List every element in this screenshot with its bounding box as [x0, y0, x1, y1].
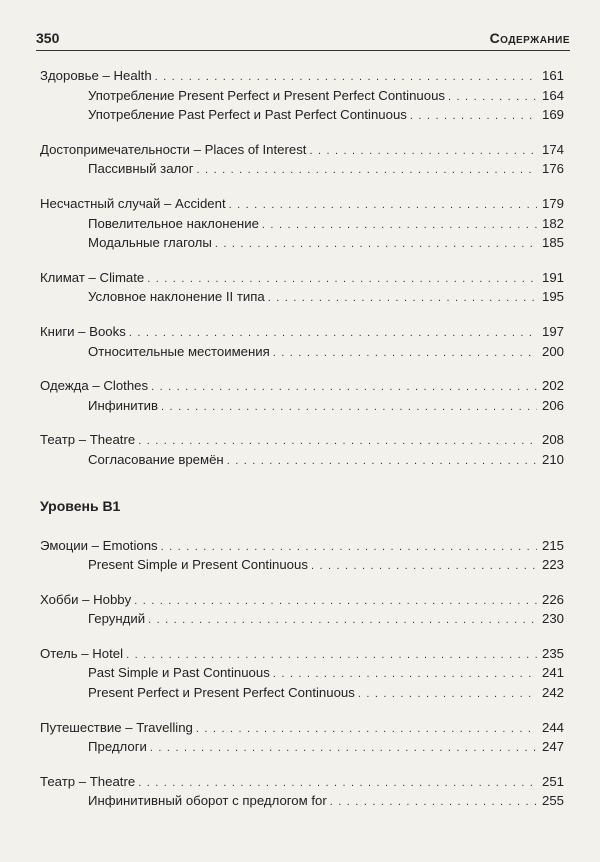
toc-page-number: 197 [541, 323, 564, 339]
dot-leader [227, 452, 537, 472]
toc-entry-title: Герундий [88, 611, 146, 627]
toc-group [40, 536, 564, 575]
toc-entry[interactable] [40, 268, 564, 288]
toc-page-number: 200 [541, 343, 564, 359]
toc-entry[interactable] [40, 590, 564, 610]
toc-entry[interactable] [40, 66, 564, 86]
toc-entry[interactable] [40, 644, 564, 664]
toc-page-number: 195 [541, 289, 564, 305]
toc-subentry[interactable] [40, 683, 564, 703]
dot-leader [134, 592, 537, 612]
toc-entry-title: Здоровье – Health [40, 68, 152, 83]
toc-page-number: 174 [541, 141, 564, 157]
toc-entry[interactable] [40, 430, 564, 450]
toc-subentry[interactable] [40, 86, 564, 106]
toc-group [40, 644, 564, 703]
toc-entry-title: Театр – Theatre [40, 432, 136, 448]
dot-leader [197, 161, 537, 181]
toc-group [40, 430, 564, 469]
toc-entry-title: Несчастный случай – Accident [40, 195, 226, 211]
toc-entry-title: Инфинитив [88, 397, 159, 413]
section-heading-b1: Уровень B1 [40, 497, 121, 514]
toc-page-number: 182 [541, 215, 564, 231]
toc-page-number: 164 [541, 87, 564, 103]
toc-page-number: 210 [541, 451, 564, 467]
toc-subentry[interactable] [40, 342, 564, 362]
toc-page-number: 244 [541, 719, 564, 735]
toc-subentry[interactable] [40, 663, 564, 683]
toc-entry[interactable] [40, 536, 564, 556]
toc-page-number: 179 [541, 195, 564, 211]
toc-subentry[interactable] [40, 555, 564, 575]
toc-groups-b [40, 536, 564, 812]
toc-group [40, 268, 564, 307]
dot-leader [262, 216, 537, 236]
dot-leader [358, 685, 537, 705]
toc-entry-title: Модальные глаголы [88, 235, 212, 251]
toc-group [40, 590, 564, 629]
toc-group [40, 140, 564, 179]
toc-page-number: 247 [541, 739, 564, 755]
toc-subentry[interactable] [40, 450, 564, 470]
table-of-contents [40, 66, 564, 826]
toc-entry[interactable] [40, 772, 564, 792]
dot-leader [148, 611, 537, 631]
toc-entry-title: Употребление Present Perfect и Present Perfect Continuous [88, 87, 446, 103]
running-title: Содержание [489, 30, 570, 46]
toc-subentry[interactable] [40, 105, 564, 125]
toc-group [40, 66, 564, 125]
toc-subentry[interactable] [40, 214, 564, 234]
toc-page-number: 242 [541, 685, 564, 701]
toc-entry-title: Предлоги [88, 739, 147, 755]
dot-leader [309, 142, 537, 162]
toc-entry-title: Отель – Hotel [40, 645, 124, 661]
toc-page-number: 226 [541, 591, 564, 607]
dot-leader [268, 289, 537, 309]
dot-leader [229, 196, 537, 216]
toc-entry-title: Театр – Theatre [40, 773, 136, 789]
dot-leader [311, 557, 537, 577]
toc-page-number: 185 [541, 235, 564, 251]
toc-entry-title: Книги – Books [40, 323, 126, 339]
toc-page-number: 230 [541, 611, 564, 627]
dot-leader [150, 739, 537, 759]
toc-entry-title: Хобби – Hobby [40, 591, 132, 607]
toc-entry-title: Согласование времён [88, 451, 224, 467]
page-header [36, 30, 570, 46]
dot-leader [448, 88, 537, 108]
toc-entry-title: Путешествие – Travelling [40, 719, 193, 735]
toc-entry-title: Present Simple и Present Continuous [88, 557, 308, 573]
toc-page-number: 202 [541, 378, 564, 394]
toc-subentry[interactable] [40, 396, 564, 416]
toc-page-number: 169 [541, 107, 564, 123]
toc-entry-title: Достопримечательности – Places of Interest [40, 141, 307, 157]
toc-entry[interactable] [40, 322, 564, 342]
toc-page-number: 241 [541, 665, 564, 681]
toc-group [40, 194, 564, 253]
toc-entry-title: Инфинитивный оборот с предлогом for [88, 793, 327, 809]
toc-page-number: 208 [541, 432, 564, 448]
toc-entry-title: Относительные местоимения [88, 343, 270, 359]
toc-entry[interactable] [40, 140, 564, 160]
dot-leader [161, 398, 537, 418]
toc-subentry[interactable] [40, 233, 564, 253]
toc-group [40, 376, 564, 415]
toc-page-number: 176 [541, 161, 564, 177]
toc-subentry[interactable] [40, 287, 564, 307]
page-number: 350 [36, 30, 60, 46]
toc-page-number: 255 [541, 793, 564, 809]
toc-entry[interactable] [40, 718, 564, 738]
toc-entry-title: Эмоции – Emotions [40, 537, 158, 553]
toc-page-number: 223 [541, 557, 564, 573]
toc-page-number: 161 [541, 68, 564, 83]
toc-group [40, 772, 564, 811]
toc-page-number: 215 [541, 537, 564, 553]
toc-entry-title: Past Simple и Past Continuous [88, 665, 270, 681]
toc-group [40, 322, 564, 361]
toc-group [40, 718, 564, 757]
toc-subentry[interactable] [40, 737, 564, 757]
toc-page-number: 206 [541, 397, 564, 413]
toc-page-number: 191 [541, 269, 564, 285]
dot-leader [273, 344, 537, 364]
dot-leader [330, 793, 537, 813]
toc-entry-title: Present Perfect и Present Perfect Continuous [88, 685, 355, 701]
toc-subentry[interactable] [40, 159, 564, 179]
toc-page-number: 235 [541, 645, 564, 661]
toc-subentry[interactable] [40, 609, 564, 629]
dot-leader [151, 378, 537, 398]
toc-entry[interactable] [40, 194, 564, 214]
toc-subentry[interactable] [40, 791, 564, 811]
dot-leader [215, 235, 537, 255]
dot-leader [196, 720, 537, 740]
toc-entry-title: Климат – Climate [40, 269, 145, 285]
header-rule [36, 50, 570, 51]
toc-entry-title: Повелительное наклонение [88, 215, 259, 231]
toc-entry-title: Одежда – Clothes [40, 378, 149, 394]
toc-groups-a [40, 66, 564, 470]
toc-entry-title: Пассивный залог [88, 161, 194, 177]
toc-entry[interactable] [40, 376, 564, 396]
dot-leader [410, 107, 537, 127]
toc-entry-title: Употребление Past Perfect и Past Perfect Continuous [88, 107, 407, 123]
toc-page-number: 251 [541, 773, 564, 789]
toc-entry-title: Условное наклонение II типа [88, 289, 265, 305]
